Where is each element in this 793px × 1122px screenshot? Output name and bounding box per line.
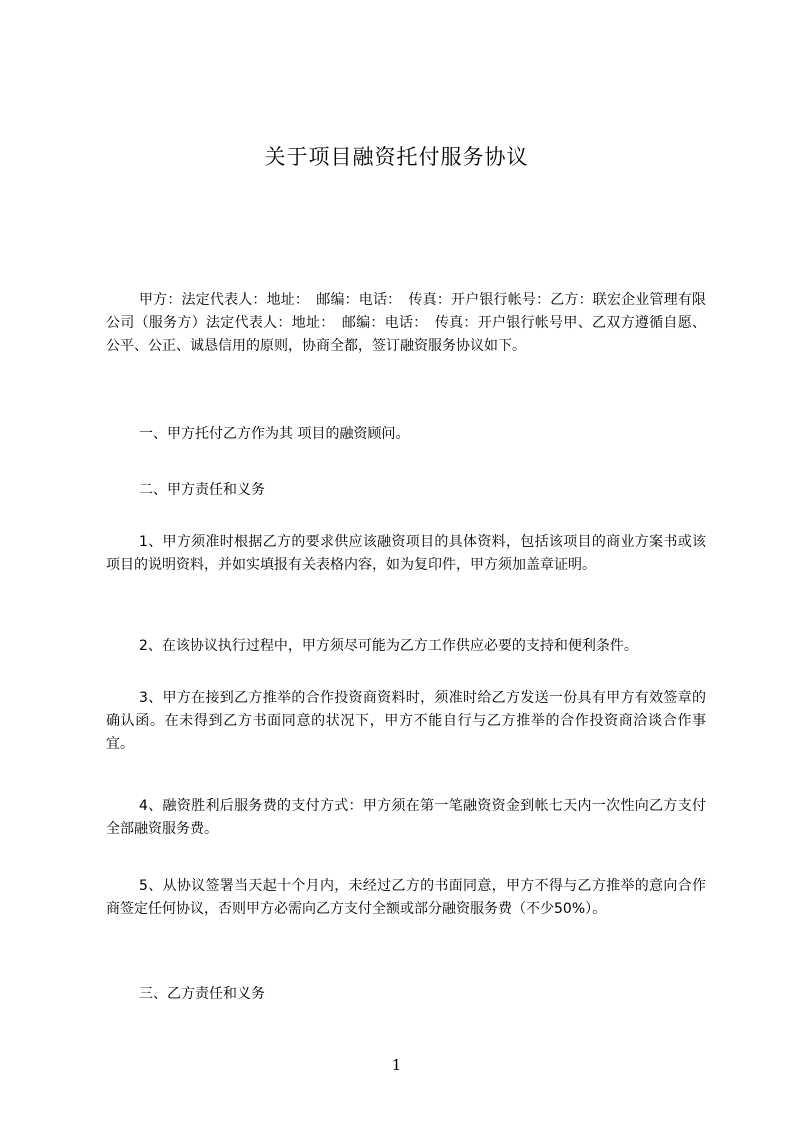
- item-2-1-paragraph: 1、甲方须准时根据乙方的要求供应该融资项目的具体资料，包括该项目的商业方案书或该项目的说明资料，并如实填报有关表格内容，如为复印件，甲方须加盖章证明。: [106, 534, 706, 573]
- item-2-4-paragraph: 4、融资胜利后服务费的支付方式：甲方须在第一笔融资资金到帐七天内一次性向乙方支付全部融资服务费。: [106, 798, 706, 837]
- item-2-3-paragraph: 3、甲方在接到乙方推举的合作投资商资料时，须准时给乙方发送一份具有甲方有效签章的确认函。在未得到乙方书面同意的状况下，甲方不能自行与乙方推举的合作投资商洽谈合作事宜。: [106, 690, 706, 752]
- page-number: 1: [391, 1056, 402, 1074]
- section-2-heading: 二、甲方责任和义务: [139, 482, 265, 498]
- item-2-2-paragraph: 2、在该协议执行过程中，甲方须尽可能为乙方工作供应必要的支持和便利条件。: [139, 638, 638, 654]
- intro-paragraph: 甲方：法定代表人：地址： 邮编：电话： 传真：开户银行帐号：乙方：联宏企业管理有限公司（服务方）法定代表人：地址： 邮编：电话： 传真：开户银行帐号甲、乙双方遵循自愿、公平、公正、诚恳信用的原则，协商全都，签订融资服务协议如下。: [106, 292, 706, 354]
- section-1-paragraph: 一、甲方托付乙方作为其 项目的融资顾问。: [139, 426, 410, 442]
- page-title: 关于项目融资托付服务协议: [264, 145, 529, 169]
- section-3-heading: 三、乙方责任和义务: [139, 986, 265, 1002]
- item-2-5-paragraph: 5、从协议签署当天起十个月内，未经过乙方的书面同意，甲方不得与乙方推举的意向合作商签定任何协议，否则甲方必需向乙方支付全额或部分融资服务费（不少50%）。: [106, 878, 706, 917]
